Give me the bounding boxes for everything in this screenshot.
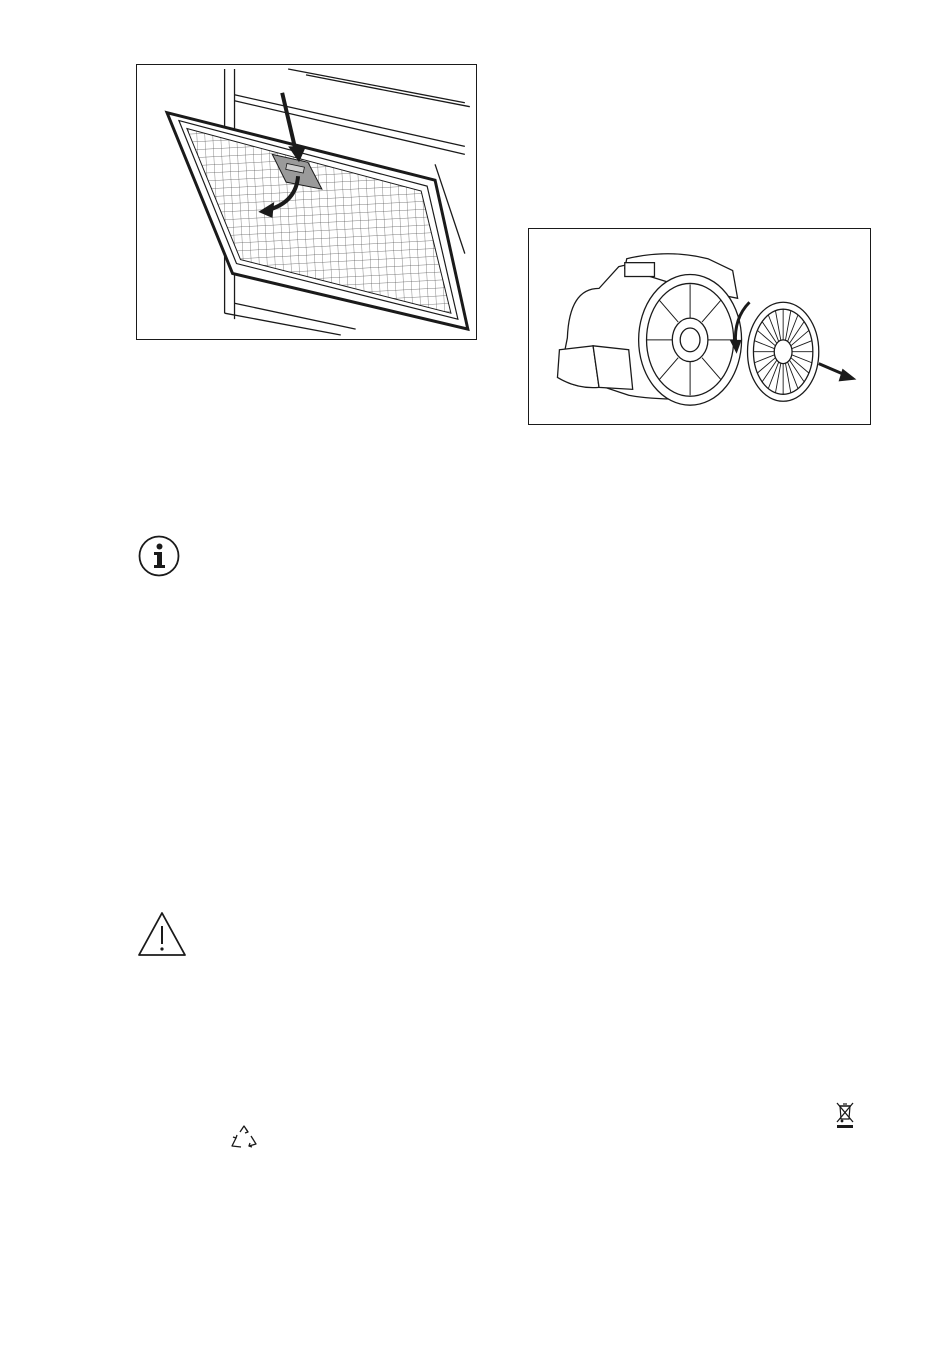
- crossed-out-wheeled-bin-icon: [834, 1101, 856, 1129]
- info-icon: [138, 535, 180, 577]
- warning-triangle-icon: [137, 911, 187, 957]
- grease-filter-illustration: [137, 65, 476, 339]
- grease-filter-figure: [136, 64, 477, 340]
- charcoal-filter-illustration: [529, 229, 870, 424]
- charcoal-filter-figure: [528, 228, 871, 425]
- recycling-icon: [229, 1124, 259, 1152]
